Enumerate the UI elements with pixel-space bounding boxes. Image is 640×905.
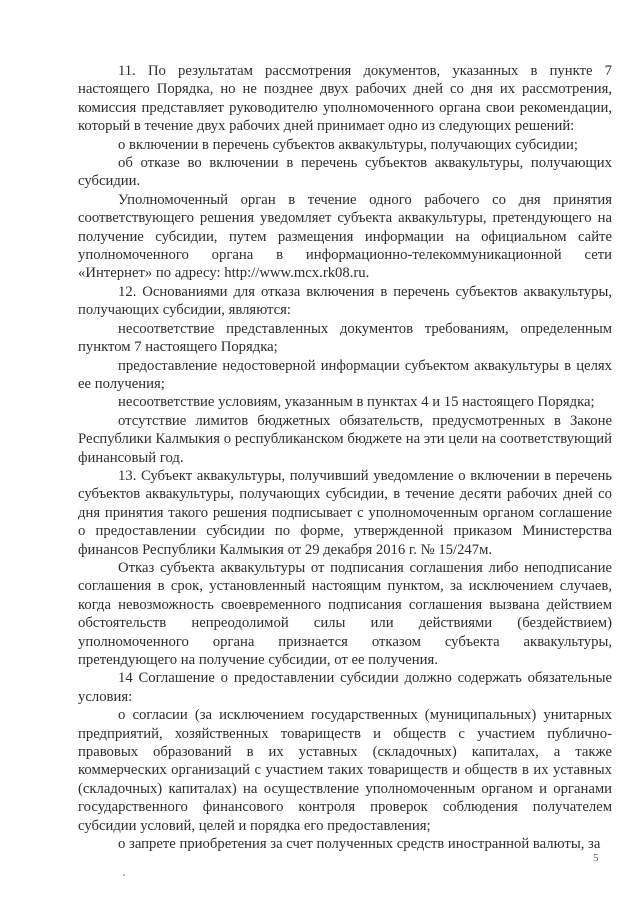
paragraph-ground-documents: несоответствие представленных документов требованиям, определенным пунктом 7 настоящего Порядка;	[78, 320, 612, 356]
paragraph-refusal-signing: Отказ субъекта аквакультуры от подписания соглашения либо неподписание соглашения в срок, установленный настоящим пунктом, за исключением случаев, когда невозможность своевременного подписания соглашения вызвана действием обстоятельств непреодолимой силы или действиями (бездействием) уполномоченного органа признается отказом субъекта аквакультуры, претендующего на получение субсидии, от ее получения.	[78, 559, 612, 668]
paragraph-14: 14 Соглашение о предоставлении субсидии должно содержать обязательные условия:	[78, 670, 612, 705]
paragraph-option-refuse: об отказе во включении в перечень субъектов аквакультуры, получающих субсидии.	[78, 155, 612, 190]
paragraph-11: 11. По результатам рассмотрения документов, указанных в пункте 7 настоящего Порядка, но не позднее двух рабочих дней со дня их рассмотрения, комиссия представляет руководителю уполномоченного органа свои рекомендации, который в течение двух рабочих дней принимает одно из следующих решений:	[78, 63, 612, 135]
scan-speck	[123, 874, 125, 876]
paragraph-condition-currency: о запрете приобретения за счет полученных средств иностранной валюты, за	[118, 836, 601, 853]
paragraph-12: 12. Основаниями для отказа включения в перечень субъектов аквакультуры, получающих субсидии, являются:	[78, 283, 612, 319]
paragraph-option-include: о включении в перечень субъектов аквакультуры, получающих субсидии;	[118, 136, 578, 153]
paragraph-ground-false-info: предоставление недостоверной информации субъектом аквакультуры в целях ее получения;	[78, 357, 612, 392]
paragraph-ground-conditions: несоответствие условиям, указанным в пунктах 4 и 15 настоящего Порядка;	[118, 394, 595, 411]
document-body	[78, 62, 612, 853]
paragraph-notification: Уполномоченный орган в течение одного рабочего со дня принятия соответствующего решения уведомляет субъекта аквакультуры, претендующего на получение субсидии, путем размещения информации на официальном сайте уполномоченного органа в информационно-телекоммуникационной сети «Интернет» по адресу: http://www.mcx.rk08.ru.	[78, 191, 612, 282]
paragraph-ground-limits: отсутствие лимитов бюджетных обязательств, предусмотренных в Законе Республики Калмыкия о республиканском бюджете на эти цели на соответствующий финансовый год.	[78, 412, 612, 466]
paragraph-13: 13. Субъект аквакультуры, получивший уведомление о включении в перечень субъектов аквакультуры, получающих субсидии, в течение десяти рабочих дней со дня принятия такого решения подписывает с уполномоченным органом соглашение о предоставлении субсидии по форме, утвержденной приказом Министерства финансов Республики Калмыкия от 29 декабря 2016 г. № 15/247м.	[78, 467, 612, 558]
paragraph-condition-consent: о согласии (за исключением государственных (муниципальных) унитарных предприятий, хозяйственных товариществ и обществ с участием публично-правовых образований в их уставных (складочных) капиталах, а также коммерческих организаций с участием таких товариществ и обществ в их уставных (складочных) капиталах) на осуществление уполномоченным органом и органами государственного финансового контроля проверок соблюдения получателем субсидии условий, целей и порядка его предоставления;	[78, 707, 612, 834]
page-number: 5	[593, 852, 599, 864]
